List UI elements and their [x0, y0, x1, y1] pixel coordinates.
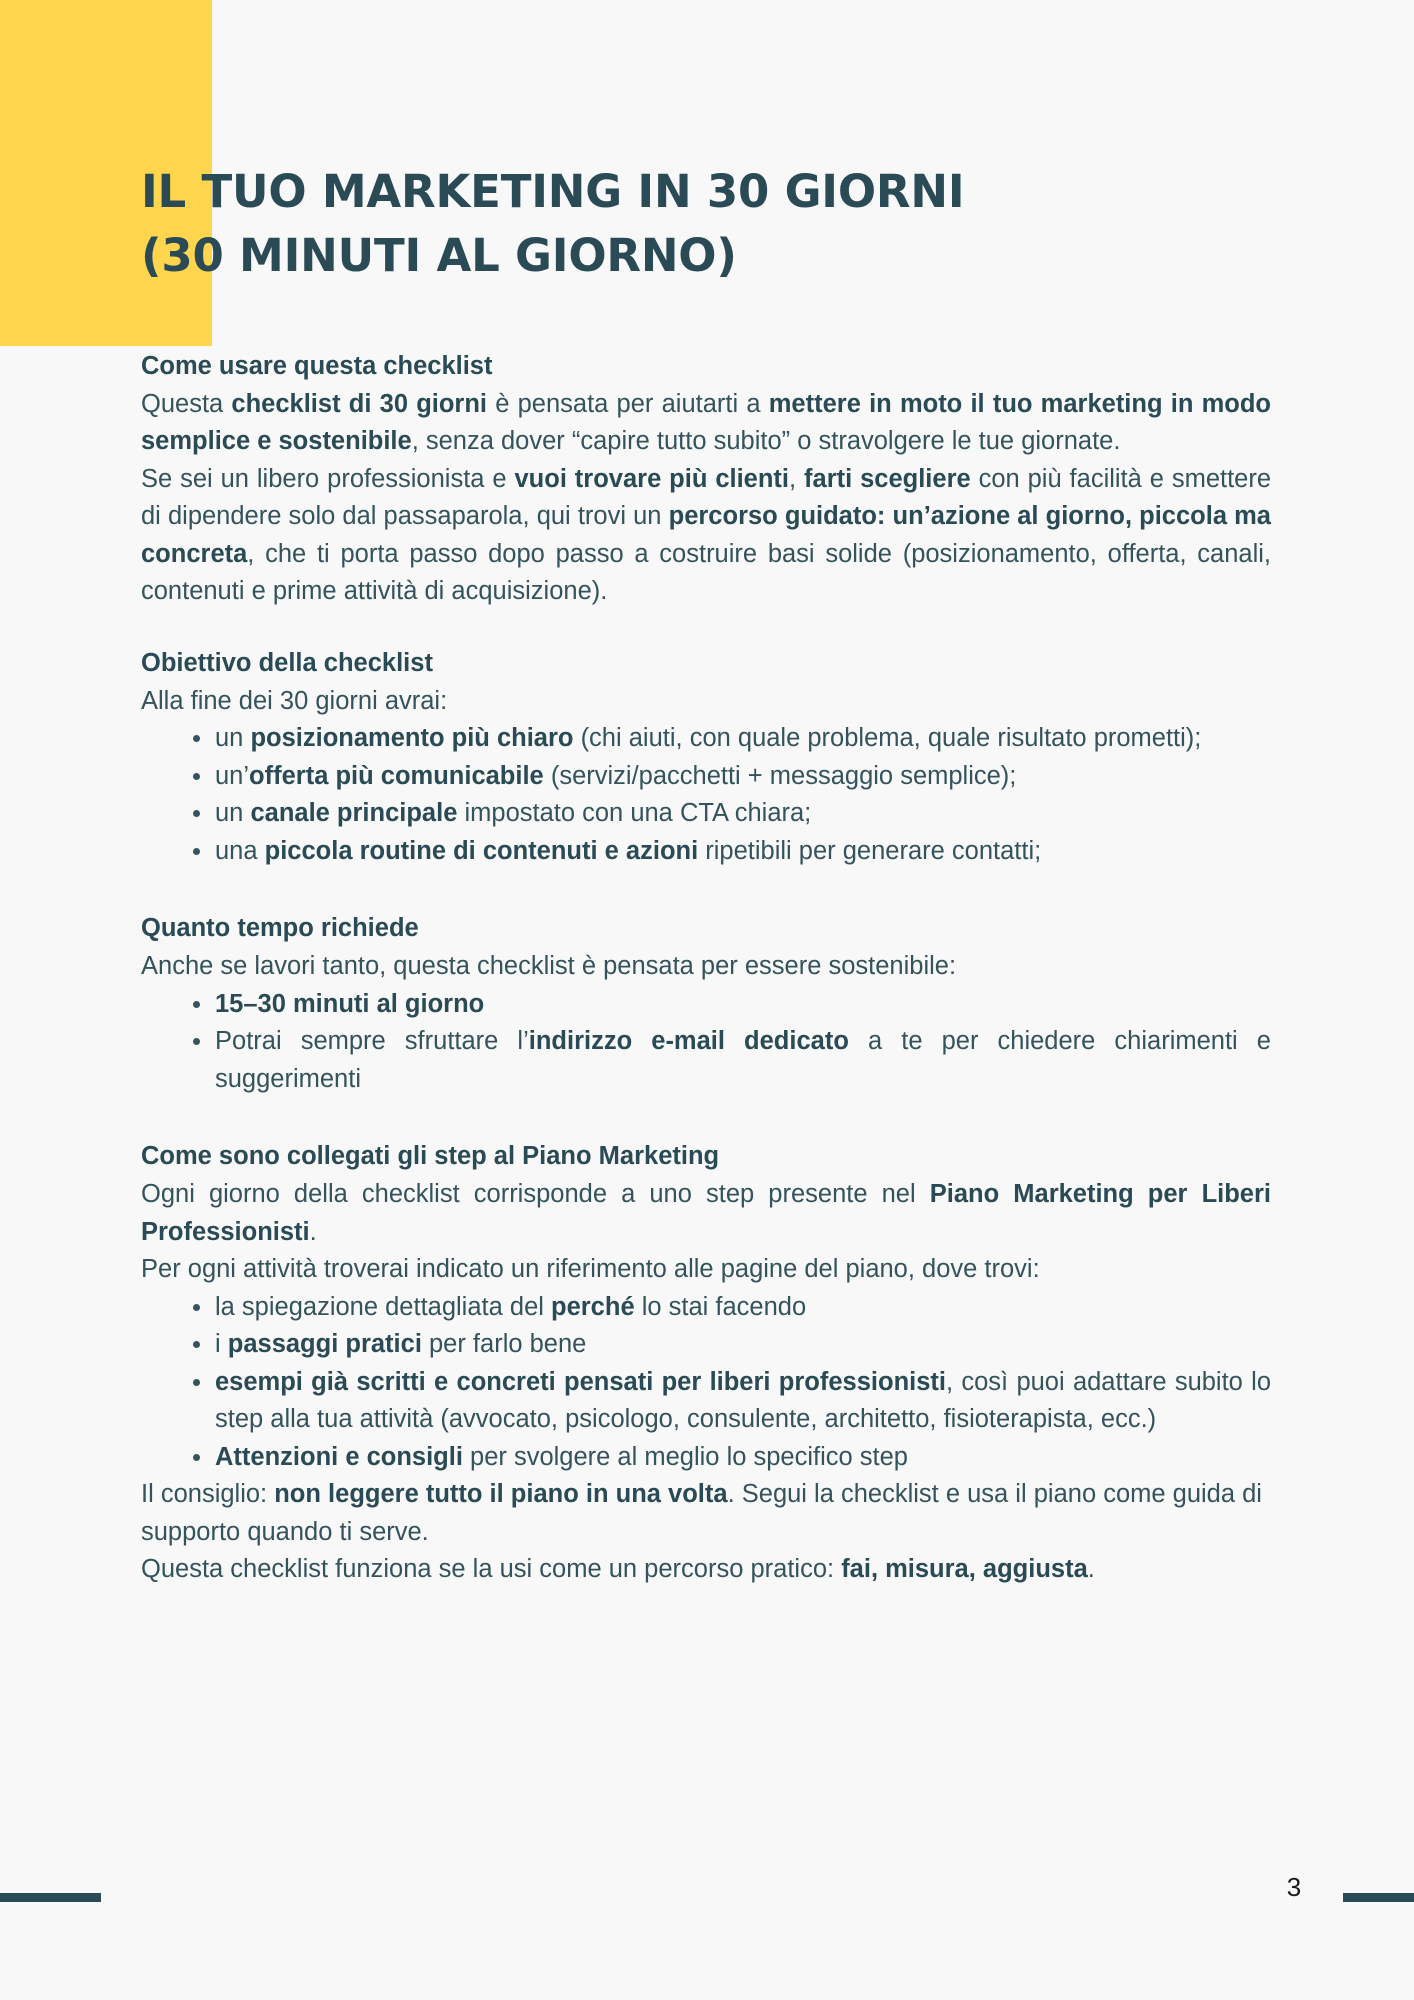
- text-run-bold: non leggere tutto il piano in una volta: [274, 1480, 728, 1509]
- text-run: per farlo bene: [421, 1330, 587, 1359]
- footer-rule-right: [1343, 1893, 1414, 1902]
- paragraph-come-usare-1: [141, 386, 1271, 461]
- list-item: [193, 758, 1271, 795]
- text-run: Questa: [141, 389, 232, 418]
- text-run: impostato con una CTA chiara;: [457, 799, 812, 828]
- list-item: [193, 833, 1271, 870]
- text-run-bold: checklist di 30 giorni: [231, 389, 488, 418]
- text-run: è pensata per aiutarti a: [487, 389, 769, 418]
- paragraph-collegamenti-1: [141, 1176, 1271, 1251]
- text-run: .: [1087, 1554, 1095, 1583]
- list-item: [193, 1326, 1271, 1363]
- text-run: (chi aiuti, con quale problema, quale risultato prometti);: [573, 724, 1202, 753]
- text-run-bold: 15–30 minuti al giorno: [215, 989, 485, 1018]
- text-run-bold: passaggi pratici: [227, 1330, 422, 1359]
- text-run-bold: posizionamento più chiaro: [250, 724, 574, 753]
- text-run: la spiegazione dettagliata del: [215, 1292, 551, 1321]
- paragraph-collegamenti-3: [141, 1476, 1271, 1551]
- text-run: , che ti porta passo dopo passo a costruire basi solide (posizionamento, offerta, canali, contenuti e prime attività di acquisizione).: [141, 539, 1271, 606]
- paragraph-come-usare-2: [141, 461, 1271, 611]
- spacer: [141, 1098, 1271, 1138]
- footer-rule-left: [0, 1893, 101, 1902]
- paragraph-obiettivo-intro: Alla fine dei 30 giorni avrai:: [141, 686, 448, 715]
- text-run-bold: vuoi trovare più clienti: [514, 464, 790, 493]
- text-run-bold: fai, misura, aggiusta: [841, 1554, 1088, 1583]
- text-run: .: [309, 1217, 317, 1246]
- text-run-bold: Piano Marketing per Liberi Professionisti: [141, 1180, 1271, 1246]
- document-body: [141, 348, 1271, 1588]
- list-item: [193, 1364, 1271, 1439]
- text-run-bold: mettere in moto il tuo marketing in modo semplice e sostenibile: [141, 389, 1272, 456]
- text-run: una: [215, 836, 265, 865]
- list-item: [193, 795, 1271, 832]
- list-item: [193, 1289, 1271, 1326]
- spacer: [141, 611, 1271, 645]
- page-title: [141, 160, 1281, 288]
- text-run-bold: Attenzioni e consigli: [215, 1442, 463, 1471]
- text-run: a te per chiedere chiarimenti e suggerimenti: [215, 1027, 1271, 1093]
- list-obiettivo: [141, 720, 1271, 870]
- text-run: (servizi/pacchetti + messaggio semplice);: [543, 761, 1017, 790]
- text-run: con più facilità e smettere di dipendere solo dal passaparola, qui trovi un: [141, 464, 1272, 531]
- text-run-bold: esempi già scritti e concreti pensati per liberi professionisti: [215, 1367, 946, 1396]
- list-item: [193, 1439, 1271, 1476]
- text-run: Potrai sempre sfruttare l’: [215, 1027, 529, 1056]
- section-heading-obiettivo: Obiettivo della checklist: [141, 648, 433, 677]
- paragraph-collegamenti-2: Per ogni attività troverai indicato un riferimento alle pagine del piano, dove trovi:: [141, 1255, 1040, 1284]
- page-number: 3: [1286, 1872, 1302, 1902]
- text-run-bold: indirizzo e-mail dedicato: [528, 1027, 849, 1056]
- section-heading-quanto-tempo: Quanto tempo richiede: [141, 914, 419, 943]
- section-heading-collegamenti: Come sono collegati gli step al Piano Marketing: [141, 1142, 720, 1171]
- list-collegamenti: [141, 1289, 1271, 1476]
- spacer: [141, 870, 1271, 910]
- text-run: un’: [215, 761, 250, 790]
- text-run: un: [215, 724, 251, 753]
- text-run-bold: canale principale: [250, 799, 458, 828]
- list-item: [193, 720, 1271, 757]
- text-run: , così puoi adattare subito lo step alla tua attività (avvocato, psicologo, consulente, architetto, fisioterapista, ecc.): [215, 1367, 1272, 1434]
- text-run: per svolgere al meglio lo specifico step: [462, 1442, 908, 1471]
- text-run-bold: percorso guidato: un’azione al giorno, piccola ma concreta: [141, 502, 1271, 568]
- text-run: ripetibili per generare contatti;: [698, 836, 1042, 865]
- text-run: un: [215, 799, 251, 828]
- list-item: [193, 1023, 1271, 1098]
- paragraph-quanto-tempo-intro: Anche se lavori tanto, questa checklist è pensata per essere sostenibile:: [141, 952, 957, 981]
- text-run: lo stai facendo: [634, 1292, 807, 1321]
- text-run-bold: piccola routine di contenuti e azioni: [264, 836, 699, 865]
- text-run: Se sei un libero professionista e: [141, 464, 515, 493]
- text-run: , senza dover “capire tutto subito” o stravolgere le tue giornate.: [411, 427, 1121, 456]
- page-title-line-2: (30 MINUTI AL GIORNO): [141, 228, 737, 282]
- text-run-bold: offerta più comunicabile: [249, 761, 544, 790]
- text-run: i: [215, 1330, 228, 1359]
- text-run: ,: [789, 464, 805, 493]
- paragraph-collegamenti-4: [141, 1551, 1271, 1588]
- text-run: Questa checklist funziona se la usi come un percorso pratico:: [141, 1554, 842, 1583]
- text-run: Ogni giorno della checklist corrisponde a uno step presente nel: [141, 1180, 930, 1209]
- list-quanto-tempo: [141, 986, 1271, 1098]
- page-title-line-1: IL TUO MARKETING IN 30 GIORNI: [141, 165, 965, 218]
- text-run-bold: farti scegliere: [804, 464, 971, 493]
- list-item: [193, 986, 1271, 1023]
- section-heading-come-usare: Come usare questa checklist: [141, 352, 493, 380]
- text-run: . Segui la checklist e usa il piano come guida di supporto quando ti serve.: [141, 1480, 1262, 1546]
- text-run: Il consiglio:: [141, 1480, 275, 1509]
- text-run-bold: perché: [551, 1292, 635, 1321]
